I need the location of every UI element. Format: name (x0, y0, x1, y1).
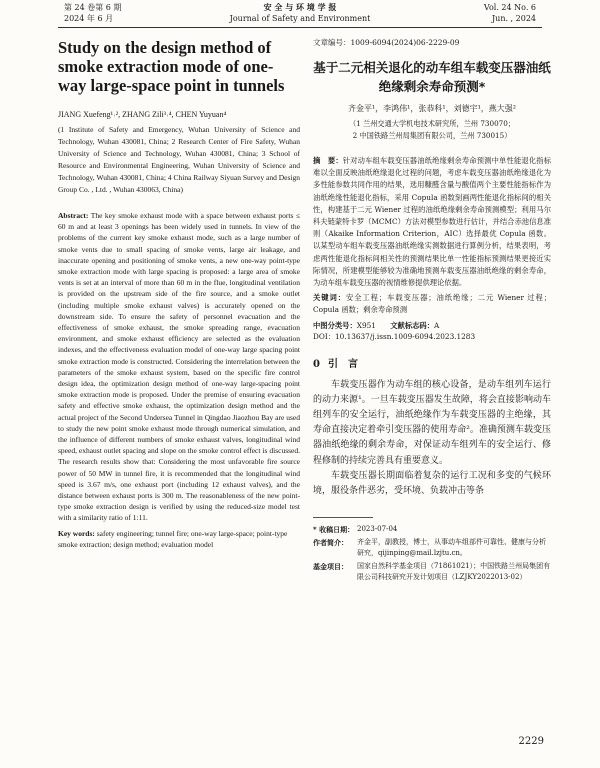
author-bio-label: 作者简介： (313, 538, 348, 548)
abstract-text: The key smoke exhaust mode with a space between exhaust ports ≤ 60 m and at least 3 openings has been widely used in tunnels. In view of the problems of the current key smoke exhaust mode, such as a large number of smoke vents due to small spacing of smoke vents, large air leakage, and inaccurate opening and positioning of smoke vents, a new one-way point-type smoke extraction mode with large spacing is proposed: a large area of smoke vents is set at an interval of more than 60 m in the flue, longitudinal ventilation is provided on the upstream side of the fire source, and a smoke outlet (including multiple smoke exhaust valves) is accurately opened on the downstream side. To ensure the safety of personnel evacuation and the effectiveness of smoke exhaust, the smoke spreading range, evacuation environment, and smoke exhaust efficiency are selected as the evaluation indexes, and the effectiveness evaluation model of one-way large spacing point smoke extraction mode is constructed. Considering the interrelation between the parameters of the smoke exhaust system, based on the specific fire control design idea, the optimization design method of one-way large-spacing point smoke extraction mode is proposed. Under the premise of ensuring evacuation safety and effective smoke exhaust, the optimization design method and the actual project of the Second Undersea Tunnel in Qingdao Jiaozhou Bay are used to study the new point smoke exhaust mode through numerical simulation, and the influence of different numbers of smoke exhaust valves, longitudinal wind speed, exhaust outlet spacing and slope on the smoke control effect is discussed. The research results show that: Considering the most unfavorable fire source power of 50 MW in tunnel fire, it is recommended that the longitudinal wind speed is 3.67 m/s, one exhaust port (including 12 exhaust valves), and the distance between exhaust ports is 300 m. The reasonableness of the new point-type smoke extraction design is verified by using the reduced-size model test with a similarity ratio of 1:11. (58, 211, 300, 523)
cn-keywords-label: 关键词： (313, 293, 346, 303)
chinese-title: 基于二元相关退化的动车组车载变压器油纸绝缘剩余寿命预测* (313, 60, 551, 94)
chinese-keywords (313, 292, 551, 316)
cn-abstract-label: 摘 要： (313, 156, 343, 165)
running-header (0, 2, 600, 30)
clc-label: 中图分类号： (313, 320, 357, 330)
chinese-affiliations (313, 118, 551, 142)
abstract-label: Abstract: (58, 211, 89, 220)
cn-keywords-text: 安全工程；车载变压器；油纸绝缘；二元 Wiener 过程；Copula 函数；剩余寿命预测 (313, 293, 552, 315)
section-number: 0 (313, 358, 320, 370)
doc-code-value: A (434, 320, 440, 330)
chinese-authors: 齐金平¹，李鸿伟¹，张恭科¹，刘德宇¹，燕大强² (347, 104, 517, 113)
body-paragraph-2: 车载变压器长期面临着复杂的运行工况和多变的气候环境，服役条件恶劣，受环境、负载冲击等条 (313, 470, 551, 497)
english-authors: JIANG Xuefeng¹˒², ZHANG Zili³˒⁴, CHEN Yuyuan⁴ (58, 110, 227, 119)
funding-text: 国家自然科学基金项目（71861021）；中国铁路兰州局集团有限公司科技研究开发计划项目（LZJKY2022013-02） (357, 562, 551, 582)
issue-date-en: Jun. , 2024 (491, 14, 536, 23)
issue-date: 2024 年 6 月 (64, 14, 114, 23)
body-paragraph-1: 车载变压器作为动车组的核心设备，是动车组列车运行的动力来源¹。一旦车载变压器发生故障，将会直接影响动车组列车的安全运行，油纸绝缘作为车载变压器的主绝缘，其寿命直接决定着牵引变压器的使用寿命²。准确预测车载变压器油纸绝缘的剩余寿命，对保证动车组列车的安全运行、修程修制的持续完善具有重要意义。 (313, 379, 551, 466)
funding-label: 基金项目： (313, 562, 348, 572)
keywords-text: safety engineering; tunnel fire; one-way large-space; point-type smoke extraction; design method; evaluation model (58, 528, 288, 549)
chinese-column (313, 38, 551, 585)
journal-name-cn: 安 全 与 环 境 学 报 (263, 2, 337, 12)
footnote-received (313, 524, 551, 535)
section-heading (313, 355, 551, 370)
footnote-rule (313, 517, 373, 518)
article-number: 文章编号：1009-6094(2024)06-2229-09 (313, 38, 460, 47)
clc-value: X951 (356, 320, 376, 330)
received-label: * 收稿日期： (313, 525, 355, 535)
english-abstract (58, 210, 300, 524)
chinese-abstract (313, 155, 551, 289)
doc-code-label: 文献标志码： (390, 320, 435, 330)
footnote-funding (313, 561, 551, 583)
english-affiliations: (1 Institute of Safety and Emergency, Wuhan University of Science and Technology, Wuhan 430081, China; 2 Research Center of Fire Safety, Wuhan University of Science and Technology, Wuhan 430081, China; 3 School of Resource and Environmental Engineering, Wuhan University of Science and Technology, Wuhan 430081, China; 4 China Railway Siyuan Survey and Design Group Co. , Ltd. , Wuhan 430063, China) (58, 125, 300, 194)
volume-issue-en: Vol. 24 No. 6 (483, 3, 536, 12)
footnote-author (313, 537, 551, 559)
classification-line (313, 320, 551, 332)
author-bio: 齐金平，副教授，博士，从事动车组部件可靠性、健康与分析研究，qijinping@mail.lzjtu.cn。 (357, 538, 546, 558)
affiliation-1: （1 兰州交通大学机电技术研究所，兰州 730070； (349, 119, 515, 128)
received-date: 2023-07-04 (357, 525, 398, 534)
volume-issue: 第 24 卷第 6 期 (64, 3, 122, 12)
page-number: 2229 (518, 736, 544, 747)
english-keywords (58, 528, 300, 550)
keywords-label: Key words: (58, 528, 95, 538)
journal-name-en: Journal of Safety and Environment (229, 14, 371, 23)
section-title: 引 言 (327, 358, 358, 370)
english-title: Study on the design method of smoke extraction mode of one-way large-space point in tunnels (58, 38, 285, 95)
english-column (58, 38, 300, 550)
header-rule (58, 27, 542, 28)
header-right (484, 2, 536, 24)
cn-abstract-text: 针对动车组车载变压器油纸绝缘剩余寿命预测中单性能退化指标难以全面反映油纸绝缘退化过程的问题，考虑车载变压器油纸绝缘退化为多性能参数共同作用的结果，选用糠醛含量与酸值两个主要性能指标作为油纸绝缘性能退化指标，采用 Copula 函数刻画两性能退化指标间的相关性，构建基于二元 Wiener 过程的油纸绝缘剩余寿命预测模型；利用马尔科夫链蒙特卡罗（MCMC）方法对模型参数进行估计，并结合赤池信息准则（Akaike Information Criterion，AIC）选择最优 Copula 函数。以某型动车组车载变压器油纸绝缘实测数据进行算例分析，结果表明，考虑两性能退化指标间相关性的预测结果比单一性能指标预测结果更接近实际情况，所建模型能够较为准确地预测车载变压器油纸绝缘的剩余寿命，为动车组车载变压器的视情维修提供理论依据。 (313, 156, 552, 288)
affiliation-2: 2 中国铁路兰州局集团有限公司，兰州 730015） (352, 131, 512, 140)
doi: DOI：10.13637/j.issn.1009-6094.2023.1283 (313, 332, 476, 342)
